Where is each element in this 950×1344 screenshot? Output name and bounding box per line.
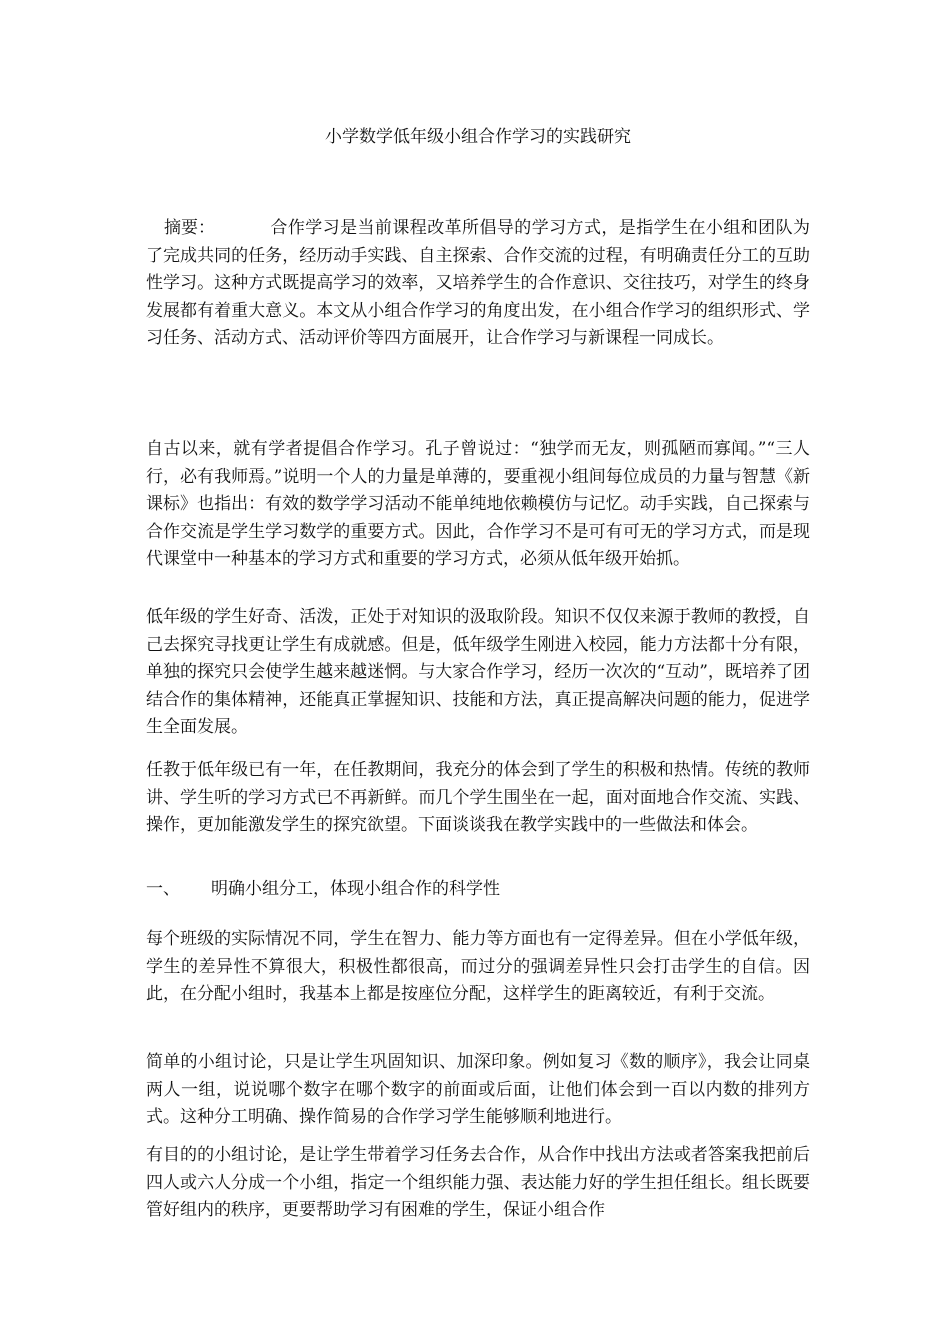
document-title: 小学数学低年级小组合作学习的实践研究 — [325, 127, 631, 147]
intro-paragraph-2: 低年级的学生好奇、活泼，正处于对知识的汲取阶段。知识不仅仅来源于教师的教授，自己去探究寻找更让学生有成就感。但是，低年级学生刚进入校园，能力方法都十分有限，单独的探究只会使学生越来越迷惘。与大家合作学习，经历一次次的“互动”，既培养了团结合作的集体精神，还能真正掌握知识、技能和方法，真正提高解决问题的能力，促进学生全面发展。 — [146, 607, 810, 737]
section1-paragraph-3: 有目的的小组讨论，是让学生带着学习任务去合作，从合作中找出方法或者答案我把前后四人或六人分成一个小组，指定一个组织能力强、表达能力好的学生担任组长。组长既要管好组内的秩序，更要帮助学习有困难的学生，保证小组合作 — [146, 1145, 810, 1220]
intro-paragraph-1: 自古以来，就有学者提倡合作学习。孔子曾说过：“独学而无友，则孤陋而寡闻。”“三人行，必有我师焉。”说明一个人的力量是单薄的，要重视小组间每位成员的力量与智慧《新课标》也指出：有效的数学学习活动不能单纯地依赖模仿与记忆。动手实践，自己探索与合作交流是学生学习数学的重要方式。因此，合作学习不是可有可无的学习方式，而是现代课堂中一种基本的学习方式和重要的学习方式，必须从低年级开始抓。 — [146, 439, 810, 569]
section-title: 明确小组分工，体现小组合作的科学性 — [211, 879, 500, 899]
section-number: 一、 — [146, 879, 180, 899]
section1-paragraph-1: 每个班级的实际情况不同，学生在智力、能力等方面也有一定得差异。但在小学低年级，学生的差异性不算很大，积极性都很高，而过分的强调差异性只会打击学生的自信。因此，在分配小组时，我基本上都是按座位分配，这样学生的距离较近，有利于交流。 — [146, 929, 810, 1004]
intro-paragraph-3: 任教于低年级已有一年，在任教期间，我充分的体会到了学生的积极和热情。传统的教师讲、学生听的学习方式已不再新鲜。而几个学生围坐在一起，面对面地合作交流、实践、操作，更加能激发学生的探究欲望。下面谈谈我在教学实践中的一些做法和体会。 — [146, 760, 810, 835]
section1-paragraph-2: 简单的小组讨论，只是让学生巩固知识、加深印象。例如复习《数的顺序》，我会让同桌两人一组，说说哪个数字在哪个数字的前面或后面，让他们体会到一百以内数的排列方式。这种分工明确、操作简易的合作学习学生能够顺利地进行。 — [146, 1052, 810, 1127]
abstract-text: 合作学习是当前课程改革所倡导的学习方式，是指学生在小组和团队为了完成共同的任务，经历动手实践、自主探索、合作交流的过程，有明确责任分工的互助性学习。这种方式既提高学习的效率，又培养学生的合作意识、交往技巧，对学生的终身发展都有着重大意义。本文从小组合作学习的角度出发，在小组合作学习的组织形式、学习任务、活动方式、活动评价等四方面展开，让合作学习与新课程一同成长。 — [146, 218, 810, 348]
abstract-label: 摘要： — [164, 218, 215, 238]
section-heading-1 — [146, 876, 500, 903]
abstract-paragraph — [146, 215, 810, 353]
